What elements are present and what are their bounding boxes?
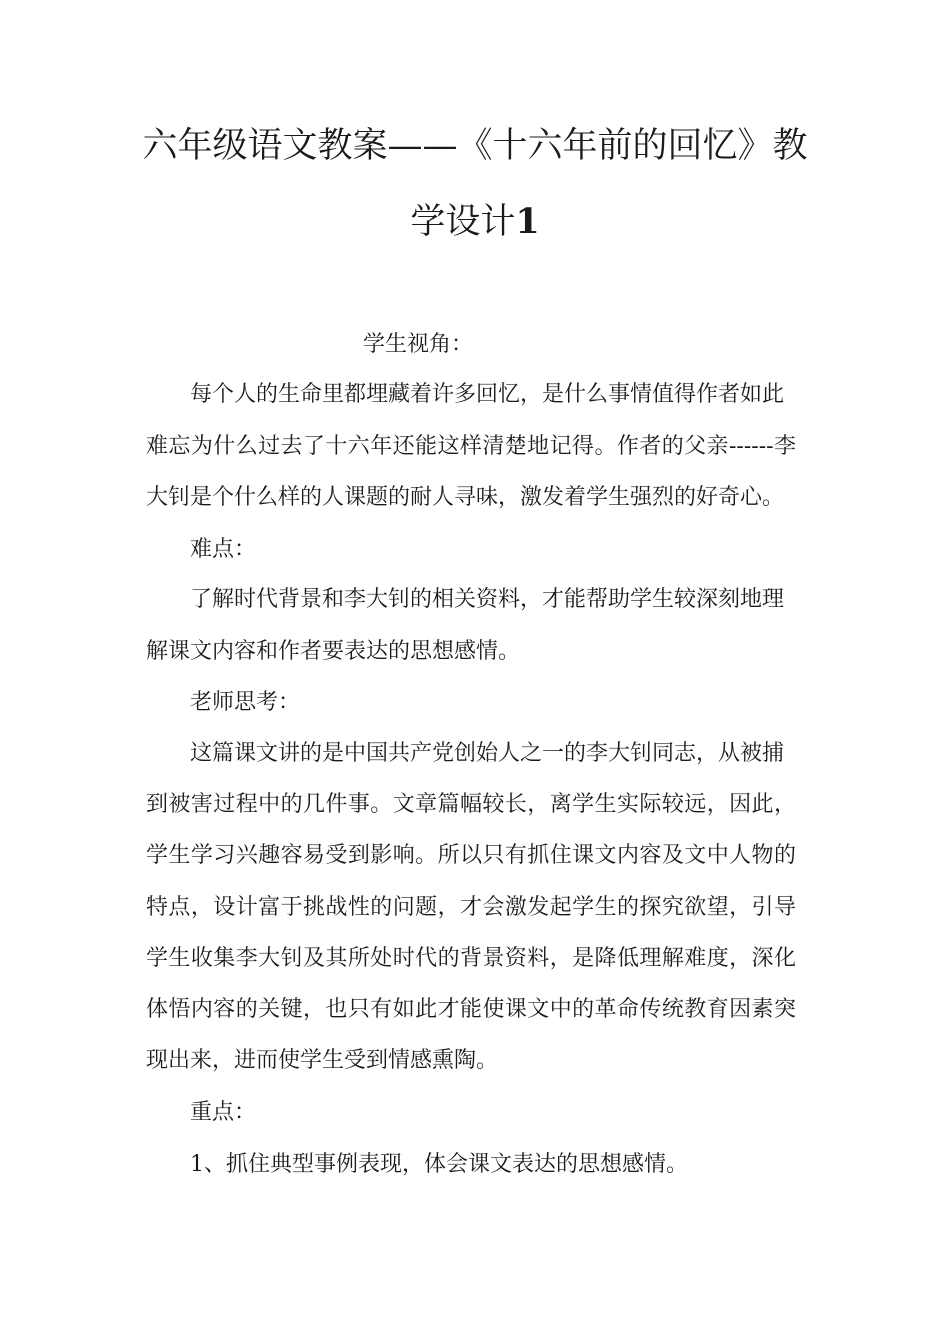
- student-view-para-line-2: 难忘为什么过去了十六年还能这样清楚地记得。作者的父亲------李: [146, 434, 796, 459]
- difficulty-para-line-1: 了解时代背景和李大钊的相关资料，才能帮助学生较深刻地理: [190, 587, 785, 612]
- teacher-para-line-2: 到被害过程中的几件事。文章篇幅较长，离学生实际较远，因此，: [146, 792, 796, 817]
- key-points-heading: 重点：: [190, 1100, 257, 1125]
- teacher-para-line-4: 特点，设计富于挑战性的问题，才会激发起学生的探究欲望，引导: [146, 895, 796, 920]
- student-view-heading: 学生视角：: [363, 332, 474, 357]
- teacher-para-line-7: 现出来，进而使学生受到情感熏陶。: [146, 1048, 499, 1073]
- difficulty-heading: 难点：: [190, 537, 257, 562]
- title-text: 学设计: [410, 202, 516, 242]
- teacher-para-line-5: 学生收集李大钊及其所处时代的背景资料，是降低理解难度，深化: [146, 946, 796, 971]
- document-title-line-1: 六年级语文教案——《十六年前的回忆》教: [142, 126, 808, 166]
- key-point-item-1: 1、抓住典型事例表现，体会课文表达的思想感情。: [190, 1152, 688, 1177]
- teacher-heading: 老师思考：: [190, 690, 301, 715]
- teacher-para-line-1: 这篇课文讲的是中国共产党创始人之一的李大钊同志，从被捕: [190, 741, 785, 766]
- teacher-para-line-6: 体悟内容的关键，也只有如此才能使课文中的革命传统教育因素突: [146, 997, 796, 1022]
- title-number: 1: [515, 201, 540, 242]
- student-view-para-line-1: 每个人的生命里都埋藏着许多回忆，是什么事情值得作者如此: [190, 382, 785, 407]
- teacher-para-line-3: 学生学习兴趣容易受到影响。所以只有抓住课文内容及文中人物的: [146, 843, 796, 868]
- difficulty-para-line-2: 解课文内容和作者要表达的思想感情。: [146, 639, 521, 664]
- student-view-para-line-3: 大钊是个什么样的人课题的耐人寻味，激发着学生强烈的好奇心。: [146, 485, 785, 510]
- document-title-line-2: [140, 202, 810, 242]
